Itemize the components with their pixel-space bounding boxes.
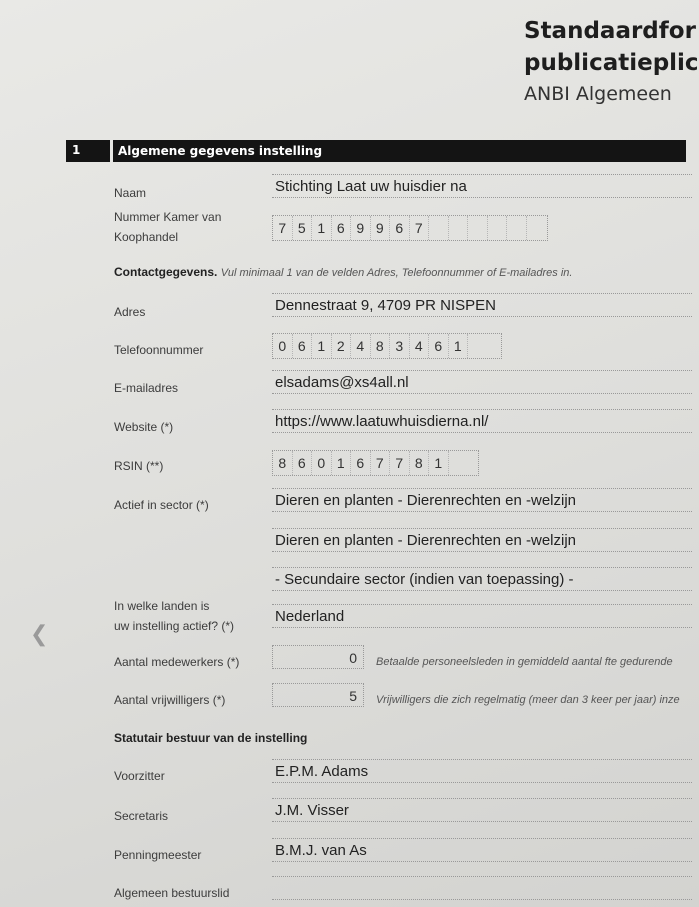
vrijwilligers-note: Vrijwilligers die zich regelmatig (meer dan 3 keer per jaar) inze — [376, 694, 680, 706]
sector-secondary-select[interactable]: - Secundaire sector (indien van toepassing) - — [272, 567, 692, 591]
telefoon-digit: 6 — [293, 334, 313, 358]
telefoon-label: Telefoonnummer — [114, 343, 204, 357]
contact-heading-row — [114, 265, 572, 279]
bestuurslid-field[interactable] — [272, 876, 692, 900]
naam-field[interactable]: Stichting Laat uw huisdier na — [272, 174, 692, 198]
rsin-digit: 7 — [371, 451, 391, 475]
rsin-digit: 0 — [312, 451, 332, 475]
voorzitter-field[interactable]: E.P.M. Adams — [272, 759, 692, 783]
rsin-digit: 8 — [273, 451, 293, 475]
medewerkers-label: Aantal medewerkers (*) — [114, 655, 240, 669]
vrijwilligers-field[interactable]: 5 — [272, 683, 364, 707]
kvk-digit — [429, 216, 449, 240]
kvk-digit: 6 — [390, 216, 410, 240]
sector-primary-select[interactable]: Dieren en planten - Dierenrechten en -welzijn — [272, 488, 692, 512]
form-title-line1: Standaardfor — [524, 18, 696, 44]
vrijwilligers-label: Aantal vrijwilligers (*) — [114, 693, 226, 707]
landen-label-line1: In welke landen is — [114, 599, 210, 613]
form-subtitle: ANBI Algemeen — [524, 83, 672, 105]
rsin-digit-field[interactable] — [272, 450, 479, 476]
chevron-left-icon[interactable]: ❮ — [30, 622, 49, 647]
website-field[interactable]: https://www.laatuwhuisdierna.nl/ — [272, 409, 692, 433]
kvk-digit: 7 — [273, 216, 293, 240]
telefoon-digit: 4 — [351, 334, 371, 358]
telefoon-digit-field[interactable] — [272, 333, 502, 359]
telefoon-digit: 1 — [449, 334, 469, 358]
bestuur-heading: Statutair bestuur van de instelling — [114, 731, 308, 745]
contact-heading: Contactgegevens. — [114, 265, 218, 279]
telefoon-digit: 6 — [429, 334, 449, 358]
rsin-label: RSIN (**) — [114, 459, 164, 473]
email-field[interactable]: elsadams@xs4all.nl — [272, 370, 692, 394]
kvk-label-line2: Koophandel — [114, 230, 179, 244]
secretaris-label: Secretaris — [114, 809, 169, 823]
sector-label: Actief in sector (*) — [114, 498, 209, 512]
medewerkers-note: Betaalde personeelsleden in gemiddeld aantal fte gedurende — [376, 656, 673, 668]
rsin-digit: 6 — [351, 451, 371, 475]
rsin-digit: 1 — [332, 451, 352, 475]
kvk-digit-field[interactable] — [272, 215, 548, 241]
penningmeester-field[interactable]: B.M.J. van As — [272, 838, 692, 862]
rsin-digit: 8 — [410, 451, 430, 475]
form-title-line2: publicatieplic — [524, 50, 699, 76]
kvk-digit: 1 — [312, 216, 332, 240]
rsin-digit: 6 — [293, 451, 313, 475]
bestuurslid-label: Algemeen bestuurslid — [114, 886, 230, 900]
kvk-digit: 9 — [351, 216, 371, 240]
rsin-digit: 7 — [390, 451, 410, 475]
landen-field[interactable]: Nederland — [272, 604, 692, 628]
landen-label-line2: uw instelling actief? (*) — [114, 619, 235, 633]
telefoon-digit: 3 — [390, 334, 410, 358]
adres-field[interactable]: Dennestraat 9, 4709 PR NISPEN — [272, 293, 692, 317]
kvk-digit: 5 — [293, 216, 313, 240]
section-header-divider — [110, 140, 113, 162]
secretaris-field[interactable]: J.M. Visser — [272, 798, 692, 822]
telefoon-digit: 4 — [410, 334, 430, 358]
kvk-digit — [507, 216, 527, 240]
kvk-digit: 7 — [410, 216, 430, 240]
adres-label: Adres — [114, 305, 146, 319]
kvk-digit: 9 — [371, 216, 391, 240]
telefoon-digit: 0 — [273, 334, 293, 358]
email-label: E-mailadres — [114, 381, 179, 395]
telefoon-digit — [468, 334, 488, 358]
kvk-digit — [468, 216, 488, 240]
kvk-label-line1: Nummer Kamer van — [114, 210, 222, 224]
telefoon-digit: 2 — [332, 334, 352, 358]
naam-label: Naam — [114, 186, 147, 200]
rsin-digit: 1 — [429, 451, 449, 475]
contact-note: Vul minimaal 1 van de velden Adres, Telefoonnummer of E-mailadres in. — [220, 267, 573, 279]
telefoon-digit: 1 — [312, 334, 332, 358]
medewerkers-field[interactable]: 0 — [272, 645, 364, 669]
penningmeester-label: Penningmeester — [114, 848, 202, 862]
kvk-digit — [449, 216, 469, 240]
section-number: 1 — [72, 143, 81, 157]
telefoon-digit: 8 — [371, 334, 391, 358]
kvk-digit: 6 — [332, 216, 352, 240]
kvk-digit — [527, 216, 547, 240]
website-label: Website (*) — [114, 420, 174, 434]
sector-primary-sub-select[interactable]: Dieren en planten - Dierenrechten en -welzijn — [272, 528, 692, 552]
section-title: Algemene gegevens instelling — [118, 144, 323, 158]
kvk-digit — [488, 216, 508, 240]
voorzitter-label: Voorzitter — [114, 769, 165, 783]
rsin-digit — [449, 451, 469, 475]
